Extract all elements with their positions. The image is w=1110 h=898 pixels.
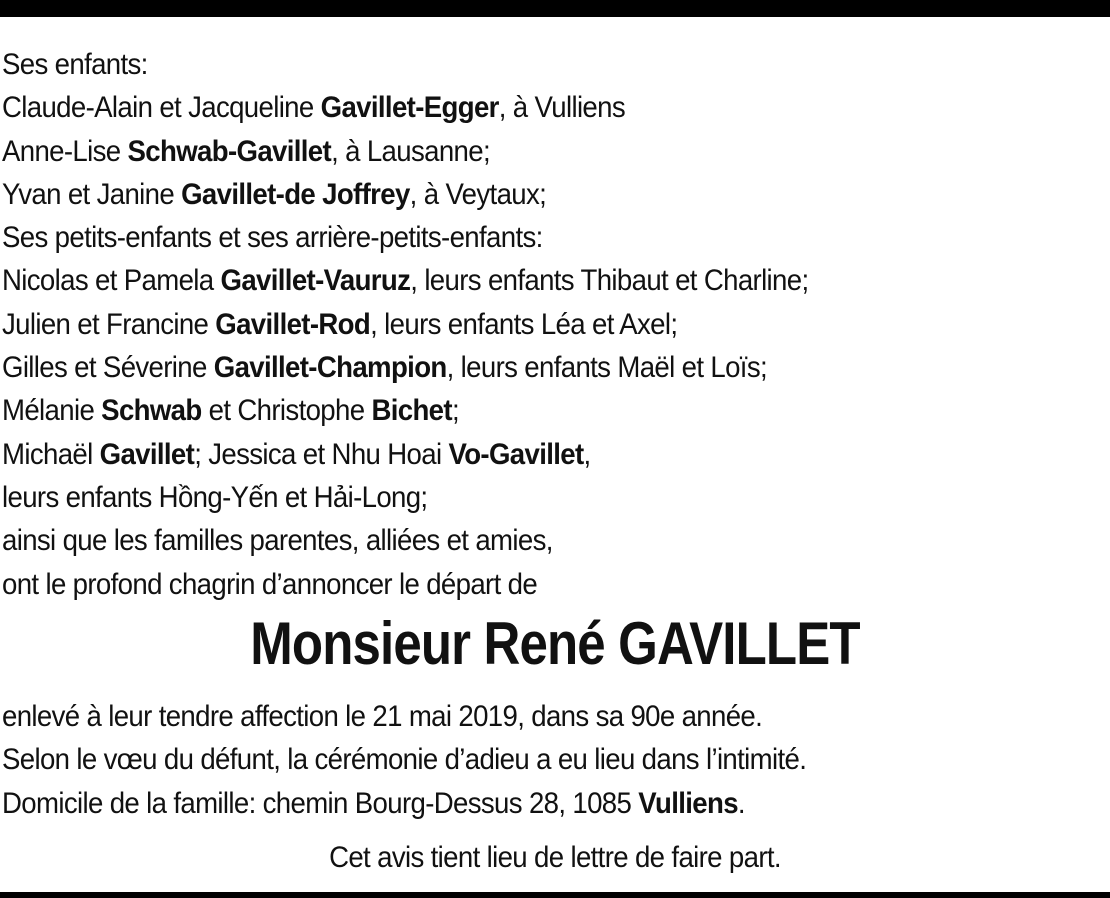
address-town: Vulliens <box>638 786 738 820</box>
bottom-rule <box>0 892 1110 898</box>
children-heading: Ses enfants: <box>2 48 148 81</box>
family-line: Michaël Gavillet; Jessica et Nhu Hoai Vo-Gavillet, <box>2 437 591 471</box>
family-surname: Vo-Gavillet <box>448 437 584 471</box>
family-line: Gilles et Séverine Gavillet-Champion, leurs enfants Maël et Loïs; <box>2 351 768 385</box>
deceased-name: Monsieur René GAVILLET <box>250 610 860 677</box>
notice-details <box>2 695 1108 825</box>
footer-note: Cet avis tient lieu de lettre de faire part. <box>329 841 781 874</box>
announcement-line: ont le profond chagrin d’annoncer le départ de <box>2 567 538 601</box>
family-line: Nicolas et Pamela Gavillet-Vauruz, leurs enfants Thibaut et Charline; <box>2 264 809 298</box>
grandchildren-heading: Ses petits-enfants et ses arrière-petits-enfants: <box>2 221 543 255</box>
family-list <box>2 43 1108 606</box>
family-surname: Schwab <box>101 394 202 428</box>
family-line: Mélanie Schwab et Christophe Bichet; <box>2 394 459 428</box>
family-surname: Gavillet-Rod <box>215 307 371 341</box>
family-surname: Schwab-Gavillet <box>127 134 332 168</box>
family-line: Julien et Francine Gavillet-Rod, leurs enfants Léa et Axel; <box>2 307 678 341</box>
family-surname: Gavillet-de Joffrey <box>181 177 410 211</box>
top-rule <box>0 0 1110 17</box>
great-grandchildren-line: leurs enfants Hồng-Yến et Hải-Long; <box>2 480 428 514</box>
family-surname: Bichet <box>371 394 452 428</box>
family-surname: Gavillet-Champion <box>213 351 447 385</box>
address-line: Domicile de la famille: chemin Bourg-Dessus 28, 1085 Vulliens. <box>2 786 745 820</box>
family-surname: Gavillet <box>99 437 195 471</box>
family-line: Claude-Alain et Jacqueline Gavillet-Egger, à Vulliens <box>2 91 626 125</box>
relatives-line: ainsi que les familles parentes, alliées et amies, <box>2 524 553 558</box>
family-surname: Gavillet-Egger <box>320 91 499 125</box>
family-surname: Gavillet-Vauruz <box>220 264 411 298</box>
family-line: Yvan et Janine Gavillet-de Joffrey, à Veytaux; <box>2 177 547 211</box>
ceremony-line: Selon le vœu du défunt, la cérémonie d’adieu a eu lieu dans l’intimité. <box>2 743 807 777</box>
family-line: Anne-Lise Schwab-Gavillet, à Lausanne; <box>2 134 490 168</box>
death-line: enlevé à leur tendre affection le 21 mai 2019, dans sa 90e année. <box>2 700 763 733</box>
